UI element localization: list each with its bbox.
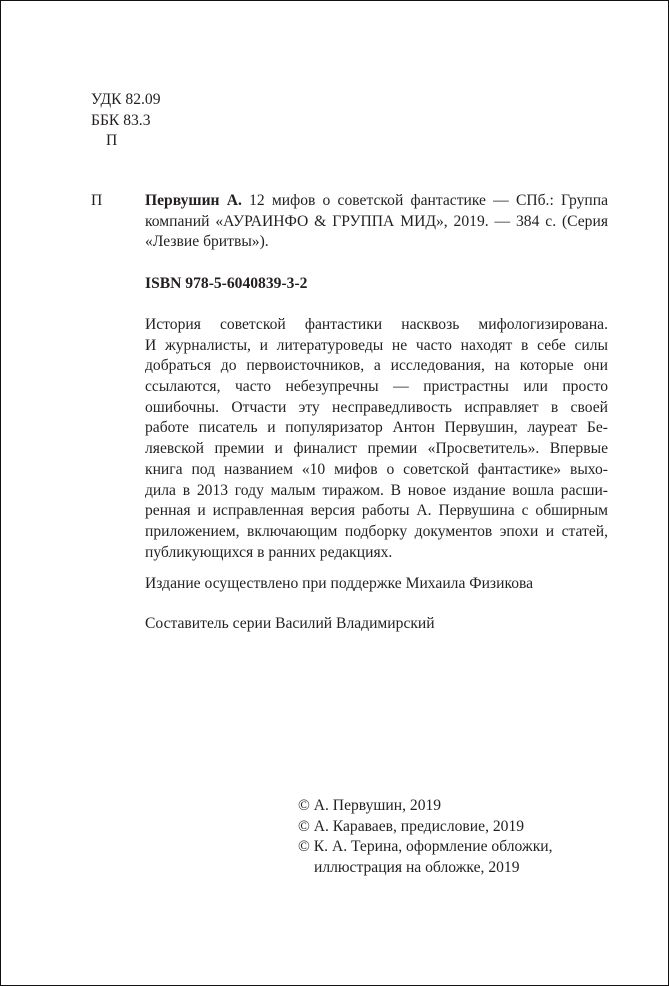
bibliographic-record: [145, 191, 608, 253]
annotation-line: ренная и исправленная версия работы А. Первушина с обширным: [145, 502, 608, 520]
biblio-title: 12 мифов о советской фантастике — СПб.: Группа: [241, 192, 608, 209]
author-mark: П: [106, 132, 118, 149]
biblio-line: [145, 191, 608, 212]
biblio-line: компаний «АУРАИНФО & ГРУППА МИД», 2019. — 384 с. (Серия: [145, 212, 608, 230]
annotation-line: добраться до первоисточников, а исследования, на которые они: [145, 357, 608, 375]
annotation-line: книга под названием «10 мифов о советской фантастике» выхо-: [145, 460, 608, 478]
annotation-line: И журналисты, и литературоведы не часто находят в себе силы: [145, 336, 608, 354]
annotation-line: ссылаются, часто небезупречны — пристрастны или просто: [145, 378, 608, 396]
copyright-line: иллюстрация на обложке, 2019: [314, 858, 520, 876]
annotation-line: работе писатель и популяризатор Антон Первушин, лауреат Бе-: [145, 419, 608, 437]
copyright-line: © К. А. Терина, оформление обложки,: [298, 838, 553, 855]
copyright-line: © А. Караваев, предисловие, 2019: [298, 817, 525, 835]
copyright-block: [298, 796, 553, 878]
copyright-line: © А. Первушин, 2019: [298, 797, 442, 814]
series-compiler: Составитель серии Василий Владимирский: [145, 615, 435, 632]
annotation-line: ошибочны. Отчасти эту несправедливость исправляет в своей: [145, 398, 608, 416]
support-note: Издание осуществлено при поддержке Михаила Физикова: [145, 575, 534, 592]
annotation-line: публикующихся в ранних редакциях.: [145, 543, 393, 561]
biblio-author-letter: П: [91, 192, 103, 209]
annotation: [145, 315, 608, 563]
udk-code: УДК 82.09: [91, 91, 161, 108]
biblio-author: Первушин А.: [145, 192, 242, 209]
annotation-line: приложением, включающим подборку документов эпохи и статей,: [145, 522, 608, 540]
annotation-line: История советской фантастики насквозь мифологизирована.: [145, 316, 608, 333]
bbk-code: ББК 83.3: [91, 112, 151, 129]
isbn: ISBN 978-5-6040839-3-2: [145, 275, 308, 292]
annotation-line: ляевской премии и финалист премии «Просветитель». Впервые: [145, 440, 608, 458]
biblio-line: «Лезвие бритвы»).: [145, 233, 269, 251]
annotation-line: дила в 2013 году малым тиражом. В новое издание вошла расши-: [145, 481, 608, 499]
